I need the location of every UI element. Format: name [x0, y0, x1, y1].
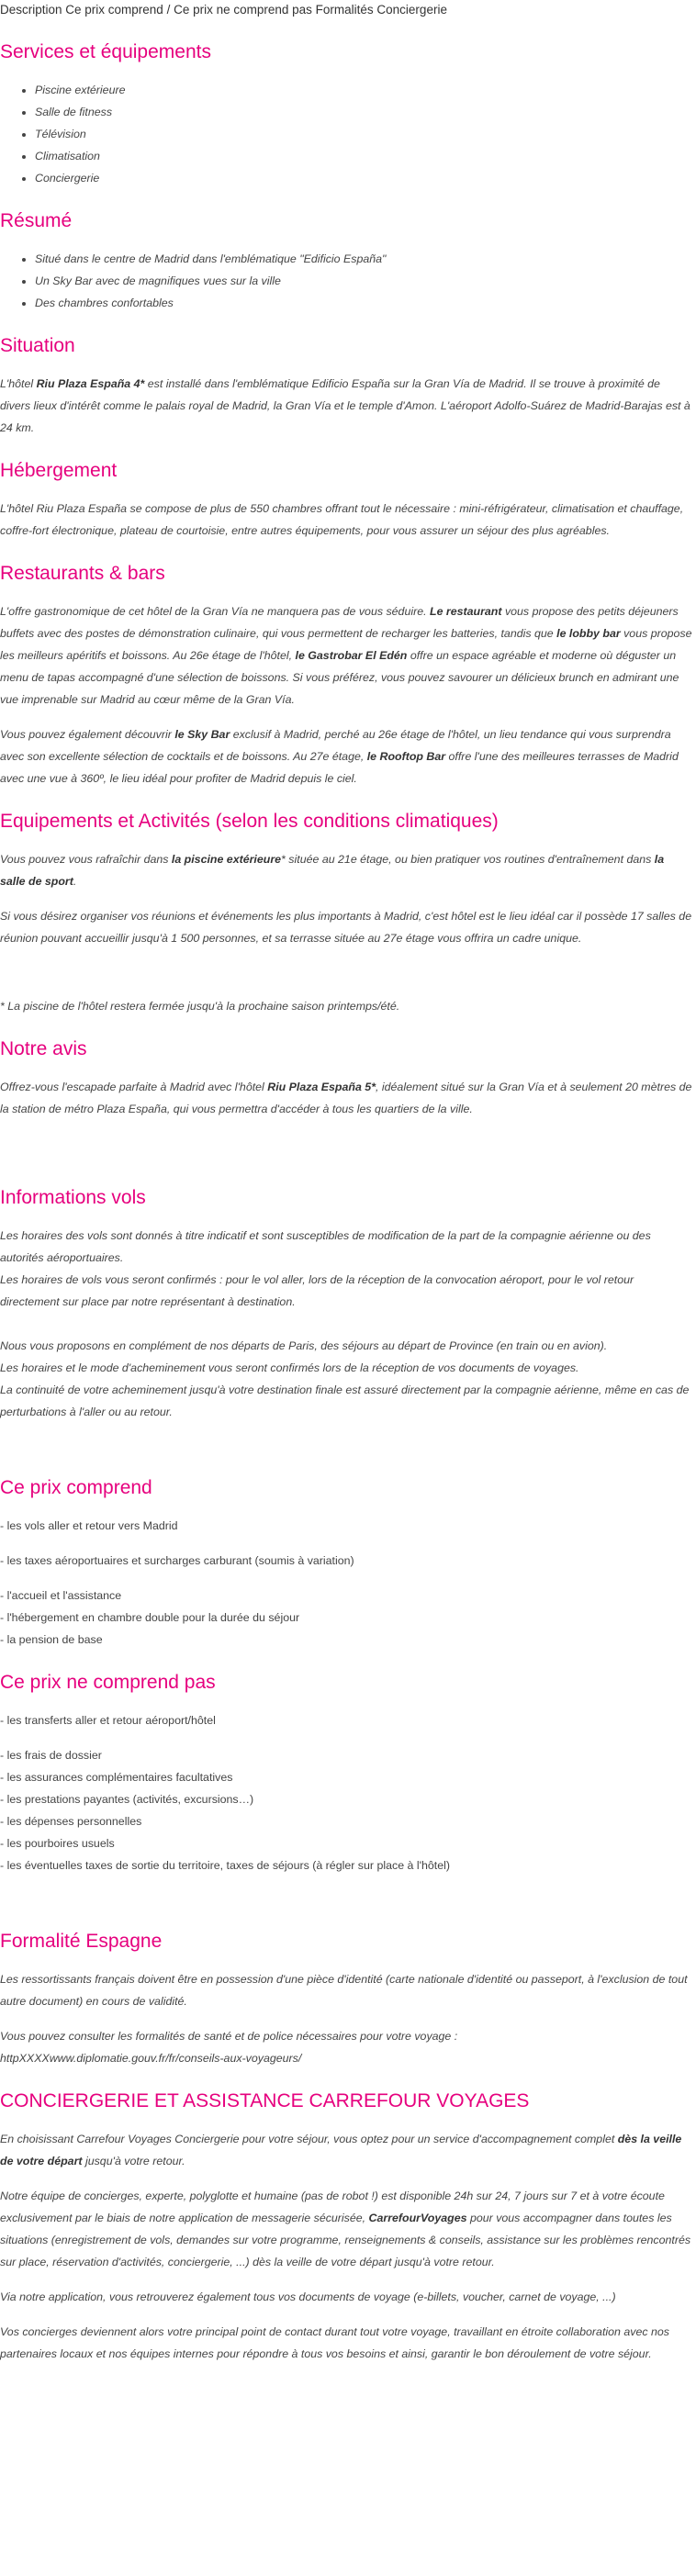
bold-text: le Sky Bar: [174, 728, 230, 741]
conciergerie-p4: Vos concierges deviennent alors votre principal point de contact durant tout votre voyage, travaillant en étroite collaboration avec nos partenaires locaux et nos équipes internes pour répondre à tous vos besoins et ainsi, garantir le bon déroulement de votre séjour.: [0, 2325, 669, 2360]
vols-p2: Les horaires de vols vous seront confirmés : pour le vol aller, lors de la réception de la convocation aéroport, pour le vol retour directement sur place par notre représentant à destination.: [0, 1273, 634, 1308]
equipements-note: * La piscine de l'hôtel restera fermée jusqu'à la prochaine saison printemps/été.: [0, 1000, 400, 1013]
bold-text: Le restaurant: [430, 605, 502, 618]
restaurants-section: [0, 562, 692, 790]
bold-text: dès la veille de votre départ: [0, 2133, 682, 2167]
resume-section: [0, 209, 692, 314]
situation-title: Situation: [0, 335, 75, 356]
services-title: Services et équipements: [0, 41, 211, 62]
situation-section: [0, 334, 692, 439]
resume-title: Résumé: [0, 210, 73, 231]
text: pour vous accompagner dans toutes les situations (enregistrement de vols, demandes sur votre programme, renseignements & conseils, assistance sur les problèmes rencontrés sur place, réservation d'activités, conciergerie, ...) dès la veille de votre départ jusqu'à votre retour.: [0, 2212, 691, 2268]
list-item: • Situé dans le centre de Madrid dans l'emblématique "Edificio España": [35, 248, 692, 270]
ne-comprend-item: - les transferts aller et retour aéroport/hôtel: [0, 1714, 216, 1727]
bold-text: le lobby bar: [556, 627, 621, 640]
ne-comprend-title: Ce prix ne comprend pas: [0, 1672, 216, 1693]
ne-comprend-section: [0, 1671, 692, 1876]
ne-comprend-item: - les prestations payantes (activités, excursions…): [0, 1793, 254, 1806]
list-item: • Climatisation: [35, 145, 692, 167]
vols-section: [0, 1186, 692, 1423]
text: Vous pouvez également découvrir: [0, 728, 175, 741]
text: vous propose les meilleurs apéritifs et boissons. Au 26e étage de l'hôtel,: [0, 627, 692, 662]
text: L'hôtel: [0, 377, 37, 390]
hebergement-title: Hébergement: [0, 460, 118, 481]
conciergerie-p2: [0, 2185, 692, 2273]
restaurants-paragraph-1: [0, 600, 692, 711]
hotel-name: Riu Plaza España 5*: [267, 1081, 376, 1093]
equipements-section: [0, 810, 692, 1017]
bold-text: la salle de sport: [0, 853, 665, 888]
comprend-section: [0, 1476, 692, 1651]
spacer: [0, 962, 692, 995]
text: En choisissant Carrefour Voyages Conciergerie pour votre séjour, vous optez pour un service d'accompagnement complet: [0, 2133, 618, 2145]
equipements-paragraph-2: Si vous désirez organiser vos réunions et événements les plus importants à Madrid, c'est hôtel est le lieu idéal car il possède 17 salles de réunion pouvant accueillir jusqu'à 1 500 personnes, et sa terrasse située au 27e étage vous offrira un cadre unique.: [0, 910, 692, 945]
equipements-paragraph-1: [0, 848, 692, 892]
vols-title: Informations vols: [0, 1187, 146, 1208]
text: est installé dans l'emblématique Edificio España sur la Gran Vía de Madrid. Il se trouve à proximité de divers lieux d'intérêt comme le palais royal de Madrid, la Gran Vía et le temple d'Amon. L'aéroport Adolfo-Suárez de Madrid-Barajas est à 24 km.: [0, 377, 690, 434]
ne-comprend-item: - les assurances complémentaires facultatives: [0, 1771, 233, 1784]
bold-text: le Gastrobar El Edén: [295, 649, 408, 662]
ne-comprend-item: - les dépenses personnelles: [0, 1815, 142, 1828]
list-item: • Un Sky Bar avec de magnifiques vues sur la ville: [35, 270, 692, 292]
spacer: [0, 1133, 692, 1166]
formalite-p1: Les ressortissants français doivent être en possession d'une pièce d'identité (carte nationale d'identité ou passeport, à l'exclusion de tout autre document) en cours de validité.: [0, 1973, 688, 2008]
spacer: [0, 1876, 692, 1910]
vols-p5: La continuité de votre acheminement jusqu'à votre destination finale est assuré directement par la compagnie aérienne, même en cas de perturbations à l'aller ou au retour.: [0, 1383, 690, 1418]
list-item: • Conciergerie: [35, 167, 692, 189]
comprend-item: - l'accueil et l'assistance: [0, 1589, 122, 1602]
bold-text: la piscine extérieure: [171, 853, 282, 866]
text: jusqu'à votre retour.: [82, 2155, 185, 2167]
formalite-section: [0, 1930, 692, 2069]
text: exclusif à Madrid, perché au 26e étage de l'hôtel, un lieu tendance qui vous surprendra avec son excellente sélection de cocktails et de boissons. Au 27e étage,: [0, 728, 671, 763]
ne-comprend-item: - les frais de dossier: [0, 1749, 102, 1762]
text: Offrez-vous l'escapade parfaite à Madrid avec l'hôtel: [0, 1081, 268, 1093]
text: vous propose des petits déjeuners buffets avec des postes de démonstration culinaire, qui vous permettent de recharger les batteries, tandis que: [0, 605, 679, 640]
comprend-item: - la pension de base: [0, 1633, 103, 1646]
text: , idéalement situé sur la Gran Vía et à seulement 20 mètres de la station de métro Plaza España, qui vous permettra d'accéder à tous les quartiers de la ville.: [0, 1081, 692, 1115]
comprend-item: - les taxes aéroportuaires et surcharges carburant (soumis à variation): [0, 1554, 354, 1567]
comprend-title: Ce prix comprend: [0, 1477, 152, 1498]
comprend-item: - l'hébergement en chambre double pour la durée du séjour: [0, 1611, 300, 1624]
resume-list: [0, 248, 692, 314]
hebergement-section: [0, 459, 692, 542]
spacer: [0, 1326, 692, 1335]
restaurants-title: Restaurants & bars: [0, 563, 165, 584]
vols-p4: Les horaires et le mode d'acheminement vous seront confirmés lors de la réception de vos documents de voyages.: [0, 1361, 579, 1374]
vols-p1: Les horaires des vols sont donnés à titre indicatif et sont susceptibles de modification de la part de la compagnie aérienne ou des autorités aéroportuaires.: [0, 1229, 651, 1264]
hebergement-paragraph: L'hôtel Riu Plaza España se compose de plus de 550 chambres offrant tout le nécessaire : mini-réfrigérateur, climatisation et chauffage, coffre-fort électronique, plateau de courtoisie, entre autres équipements, pour vous assurer un séjour des plus agréables.: [0, 502, 684, 537]
spacer: [0, 1436, 692, 1456]
avis-title: Notre avis: [0, 1038, 87, 1059]
list-item: • Des chambres confortables: [35, 292, 692, 314]
list-item: • Salle de fitness: [35, 101, 692, 123]
tab-nav-text: Description Ce prix comprend / Ce prix ne comprend pas Formalités Conciergerie: [0, 3, 447, 17]
ne-comprend-item: - les pourboires usuels: [0, 1837, 115, 1850]
comprend-item: - les vols aller et retour vers Madrid: [0, 1519, 178, 1532]
text: Notre équipe de concierges, experte, polyglotte et humaine (pas de robot !) est disponible 24h sur 24, 7 jours sur 7 et à votre écoute exclusivement par le biais de notre application de messagerie sécurisée,: [0, 2190, 665, 2224]
avis-section: [0, 1037, 692, 1120]
text: * située au 21e étage, ou bien pratiquer vos routines d'entraînement dans: [281, 853, 655, 866]
ne-comprend-item: - les éventuelles taxes de sortie du territoire, taxes de séjours (à régler sur place à l'hôtel): [0, 1859, 450, 1872]
text: Vous pouvez vous rafraîchir dans: [0, 853, 172, 866]
list-item: • Télévision: [35, 123, 692, 145]
formalite-title: Formalité Espagne: [0, 1931, 163, 1952]
conciergerie-p1: [0, 2128, 692, 2172]
formalite-p2: Vous pouvez consulter les formalités de santé et de police nécessaires pour votre voyage :: [0, 2030, 458, 2043]
conciergerie-p3: Via notre application, vous retrouverez également tous vos documents de voyage (e-billets, voucher, carnet de voyage, ...): [0, 2290, 616, 2303]
bold-text: le Rooftop Bar: [366, 750, 446, 763]
services-list: [0, 79, 692, 189]
hotel-name: Riu Plaza España 4*: [36, 377, 145, 390]
restaurants-paragraph-2: [0, 723, 692, 790]
situation-paragraph: [0, 373, 692, 439]
text: offre l'une des meilleures terrasses de Madrid avec une vue à 360º, le lieu idéal pour profiter de Madrid depuis le ciel.: [0, 750, 679, 785]
text: L'offre gastronomique de cet hôtel de la Gran Vía ne manquera pas de vous séduire.: [0, 605, 430, 618]
text: offre un espace agréable et moderne où déguster un menu de tapas accompagné d'une sélection de boissons. Si vous préférez, vous pouvez savourer un délicieux brunch en admirant une vue imprenable sur Madrid au cœur même de la Gran Vía.: [0, 649, 679, 706]
vols-p3: Nous vous proposons en complément de nos départs de Paris, des séjours au départ de Province (en train ou en avion).: [0, 1339, 608, 1352]
bold-text: CarrefourVoyages: [368, 2212, 467, 2224]
avis-paragraph: [0, 1076, 692, 1120]
list-item: • Piscine extérieure: [35, 79, 692, 101]
services-section: [0, 40, 692, 189]
conciergerie-title: CONCIERGERIE ET ASSISTANCE CARREFOUR VOYAGES: [0, 2090, 530, 2111]
conciergerie-section: [0, 2089, 692, 2365]
equipements-title: Equipements et Activités (selon les conditions climatiques): [0, 811, 499, 832]
formalite-link[interactable]: httpXXXXwww.diplomatie.gouv.fr/fr/conseils-aux-voyageurs/: [0, 2052, 302, 2065]
text: .: [73, 875, 77, 888]
